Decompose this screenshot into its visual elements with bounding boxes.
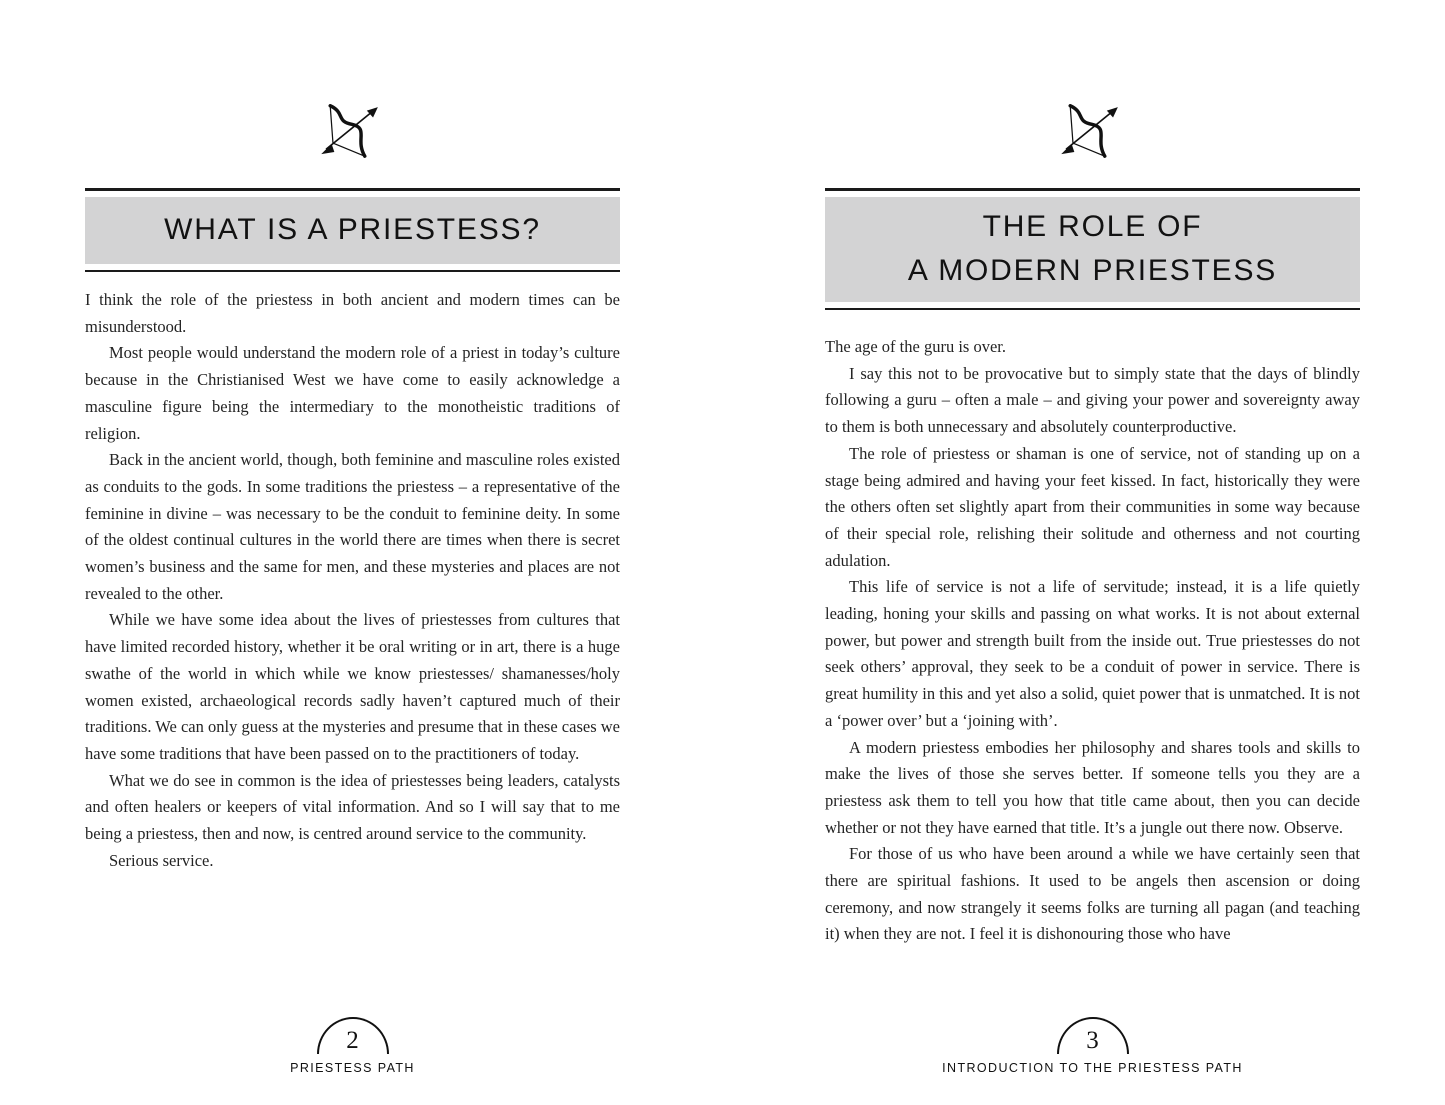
page-number-arc	[317, 1017, 389, 1054]
paragraph: The role of priestess or shaman is one of service, not of standing up on a stage being admired and having your feet kissed. In fact, historically they were the others often set slightly apart from their communities in some way because of their special role, relishing their solitude and otherness and not courting adulation.	[825, 443, 1360, 570]
chapter-title-box	[825, 197, 1360, 302]
page-number: 3	[1086, 1027, 1099, 1054]
chapter-title-line-1: THE ROLE OF	[982, 210, 1203, 243]
paragraph: I say this not to be provocative but to simply state that the days of blindly following a guru – often a male – and giving your power and sovereignty away to them is both unnecessary and absolutely counterproductive.	[825, 363, 1360, 437]
chapter-title: WHAT IS A PRIESTESS?	[164, 213, 541, 246]
body-text	[825, 334, 1360, 948]
page-footer	[825, 1017, 1360, 1075]
paragraph: Back in the ancient world, though, both feminine and masculine roles existed as conduits to the gods. In some traditions the priestess – a representative of the feminine in divine – was necessary to be the conduit to feminine deity. In some of the oldest continual cultures in the world there are times when there is secret women’s business and the same for men, and these mysteries and places are not revealed to the other.	[85, 450, 620, 603]
book-page-right	[825, 0, 1360, 1105]
chapter-rule-top	[825, 188, 1360, 191]
paragraph: The age of the guru is over.	[825, 337, 1006, 356]
chapter-rule-bottom	[825, 308, 1360, 311]
chapter-rule-top	[85, 188, 620, 191]
bow-and-arrow-icon	[1055, 93, 1131, 171]
paragraph: Serious service.	[109, 850, 214, 870]
bow-and-arrow-icon	[315, 93, 391, 171]
paragraph: Most people would understand the modern role of a priest in today’s culture because in the Christianised West we have come to easily acknowledge a masculine figure being the intermediary to the monotheistic traditions of religion.	[85, 343, 620, 443]
page-number: 2	[346, 1027, 359, 1054]
page-footer	[85, 1017, 620, 1075]
paragraph: For those of us who have been around a while we have certainly seen that there are spiritual fashions. It used to be angels then ascension or doing ceremony, and now strangely it seems folks are turning all pagan (and teaching it) when they are not. I feel it is dishonouring those who have	[825, 844, 1360, 944]
paragraph: While we have some idea about the lives of priestesses from cultures that have limited recorded history, whether it be oral writing or in art, there is a huge swathe of the world in which while we know priestesses/ shamanesses/holy women existed, archaeological records sadly haven’t captured much of their traditions. We can only guess at the mysteries and presume that in these cases we have some traditions that have been passed on to the practitioners of today.	[85, 610, 620, 763]
running-footer: PRIESTESS PATH	[290, 1061, 415, 1075]
page-number-arc	[1057, 1017, 1129, 1054]
chapter-title-box	[85, 197, 620, 264]
paragraph: I think the role of the priestess in both ancient and modern times can be misunderstood.	[85, 290, 620, 336]
chapter-title-line-2: A MODERN PRIESTESS	[907, 254, 1278, 287]
paragraph: What we do see in common is the idea of priestesses being leaders, catalysts and often healers or keepers of vital information. And so I will say that to me being a priestess, then and now, is centred around service to the community.	[85, 770, 620, 844]
chapter-rule-bottom	[85, 270, 620, 273]
paragraph: A modern priestess embodies her philosophy and shares tools and skills to make the lives of those she serves better. If someone tells you they are a priestess ask them to tell you how that title came about, then you can decide whether or not they have earned that title. It’s a jungle out there now. Observe.	[825, 737, 1360, 837]
running-footer: INTRODUCTION TO THE PRIESTESS PATH	[942, 1061, 1243, 1075]
book-page-left	[85, 0, 620, 1105]
paragraph: This life of service is not a life of servitude; instead, it is a life quietly leading, honing your skills and passing on what works. It is not about external power, but power and strength built from the inside out. True priestesses do not seek others’ approval, they seek to be a conduit of power in service. There is great humility in this and yet also a solid, quiet power that is unmatched. It is not a ‘power over’ but a ‘joining with’.	[825, 577, 1360, 730]
body-text	[85, 287, 620, 874]
